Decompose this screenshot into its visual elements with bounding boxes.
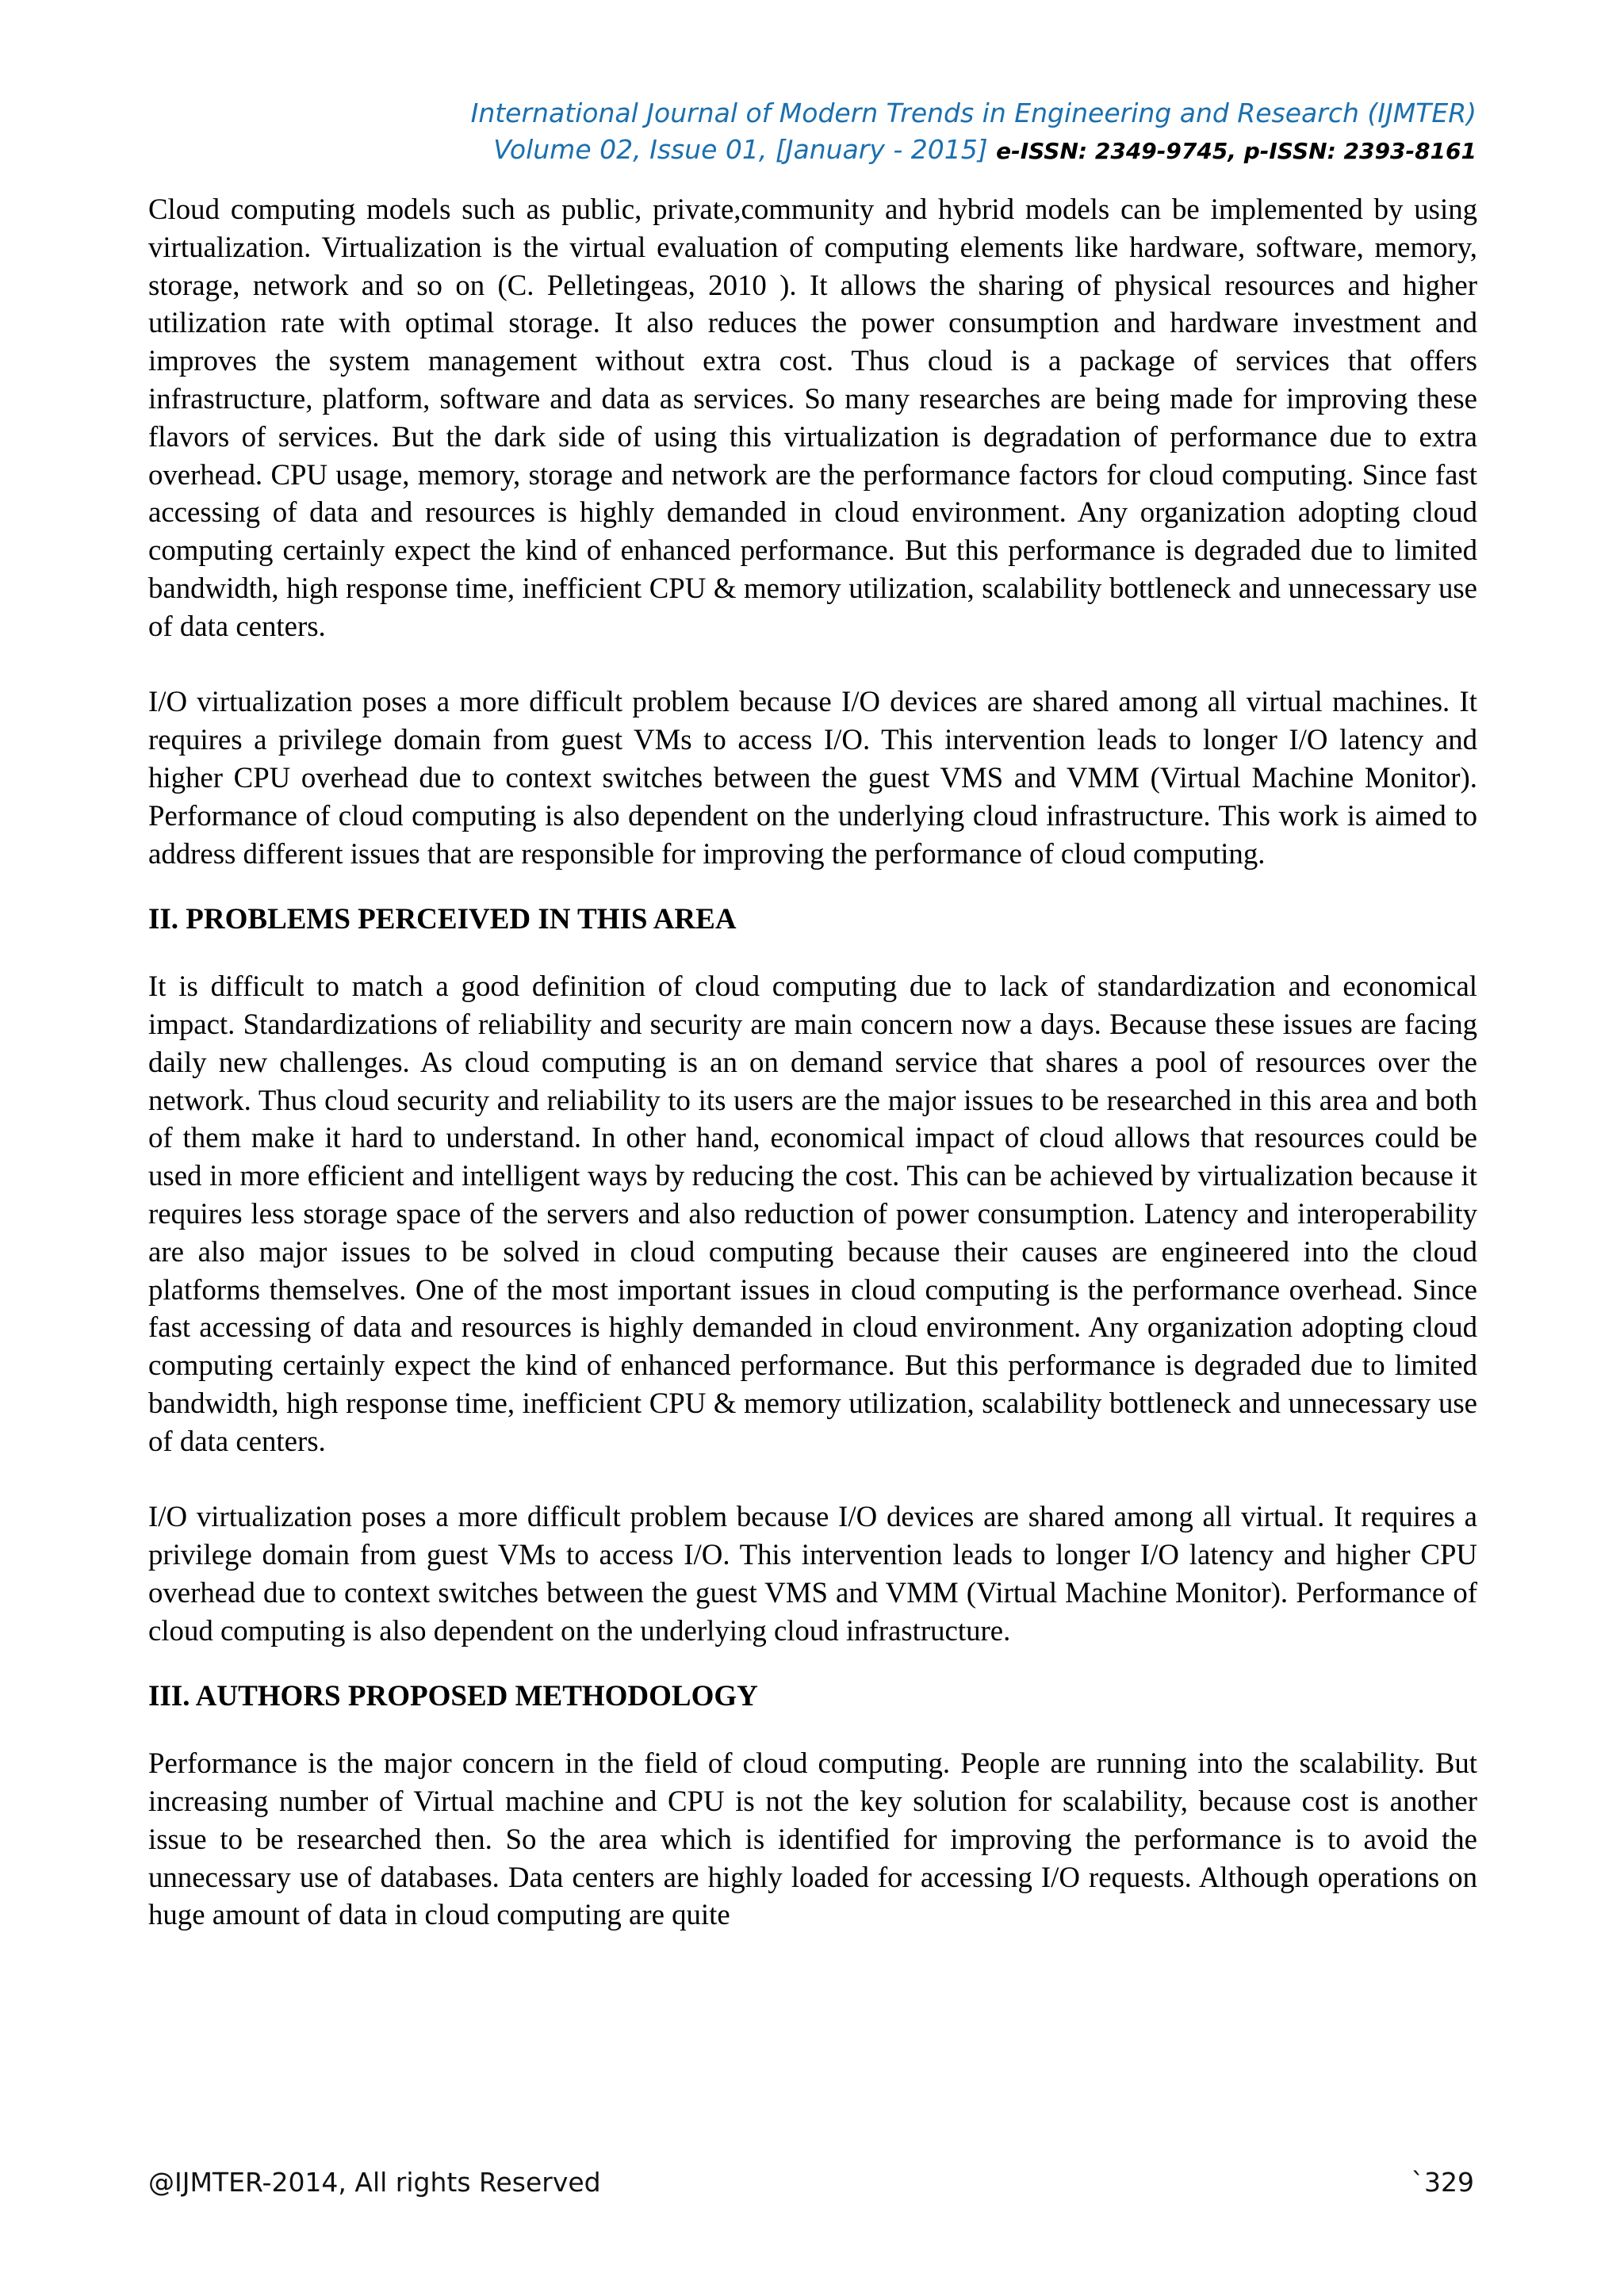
section-heading-problems: II. PROBLEMS PERCEIVED IN THIS AREA: [148, 903, 737, 936]
page-footer: [148, 2167, 1474, 2198]
journal-title: International Journal of Modern Trends in Engineering and Research (IJMTER): [470, 98, 1477, 128]
paragraph-1: Cloud computing models such as public, private,community and hybrid models can be implemented by using virtualization. Virtualization is the virtual evaluation of computing elements like hardware, software, memory, storage, network and so on (C. Pelletingeas, 2010 ). It allows the sharing of physical resources and higher utilization rate with optimal storage. It also reduces the power consumption and hardware investment and improves the system management without extra cost. Thus cloud is a package of services that offers infrastructure, platform, software and data as services. So many researches are being made for improving these flavors of services. But the dark side of using this virtualization is degradation of performance due to extra overhead. CPU usage, memory, storage and network are the performance factors for cloud computing. Since fast accessing of data and resources is highly demanded in cloud environment. Any organization adopting cloud computing certainly expect the kind of enhanced performance. But this performance is degraded due to limited bandwidth, high response time, inefficient CPU & memory utilization, scalability bottleneck and unnecessary use of data centers.: [148, 193, 1477, 642]
paragraph-4: I/O virtualization poses a more difficult problem because I/O devices are shared among all virtual. It requires a privilege domain from guest VMs to access I/O. This intervention leads to longer I/O latency and higher CPU overhead due to context switches between the guest VMS and VMM (Virtual Machine Monitor). Performance of cloud computing is also dependent on the underlying cloud infrastructure.: [148, 1500, 1477, 1647]
paragraph-3: It is difficult to match a good definition of cloud computing due to lack of standardization and economical impact. Standardizations of reliability and security are main concern now a days. Because these issues are facing daily new challenges. As cloud computing is an on demand service that shares a pool of resources over the network. Thus cloud security and reliability to its users are the major issues to be researched in this area and both of them make it hard to understand. In other hand, economical impact of cloud allows that resources could be used in more efficient and intelligent ways by reducing the cost. This can be achieved by virtualization because it requires less storage space of the servers and also reduction of power consumption. Latency and interoperability are also major issues to be solved in cloud computing because their causes are engineered into the cloud platforms themselves. One of the most important issues in cloud computing is the performance overhead. Since fast accessing of data and resources is highly demanded in cloud environment. Any organization adopting cloud computing certainly expect the kind of enhanced performance. But this performance is degraded due to limited bandwidth, high response time, inefficient CPU & memory utilization, scalability bottleneck and unnecessary use of data centers.: [148, 970, 1477, 1457]
journal-header: [208, 95, 1477, 170]
journal-volume: Volume 02, Issue 01, [January - 2015]: [493, 134, 988, 165]
page-number: `329: [1411, 2167, 1474, 2198]
paragraph-2: I/O virtualization poses a more difficult problem because I/O devices are shared among all virtual machines. It requires a privilege domain from guest VMs to access I/O. This intervention leads to longer I/O latency and higher CPU overhead due to context switches between the guest VMS and VMM (Virtual Machine Monitor). Performance of cloud computing is also dependent on the underlying cloud infrastructure. This work is aimed to address different issues that are responsible for improving the performance of cloud computing.: [148, 685, 1477, 870]
paragraph-5: Performance is the major concern in the field of cloud computing. People are running into the scalability. But increasing number of Virtual machine and CPU is not the key solution for scalability, because cost is another issue to be researched then. So the area which is identified for improving the performance is to avoid the unnecessary use of databases. Data centers are highly loaded for accessing I/O requests. Although operations on huge amount of data in cloud computing are quite: [148, 1747, 1477, 1931]
section-heading-methodology: III. AUTHORS PROPOSED METHODOLOGY: [148, 1680, 758, 1713]
body-text: [148, 190, 1477, 1934]
journal-volume-line: [208, 132, 1477, 170]
footer-copyright: @IJMTER-2014, All rights Reserved: [148, 2167, 601, 2198]
journal-issn: e-ISSN: 2349-9745, p-ISSN: 2393-8161: [996, 138, 1477, 164]
